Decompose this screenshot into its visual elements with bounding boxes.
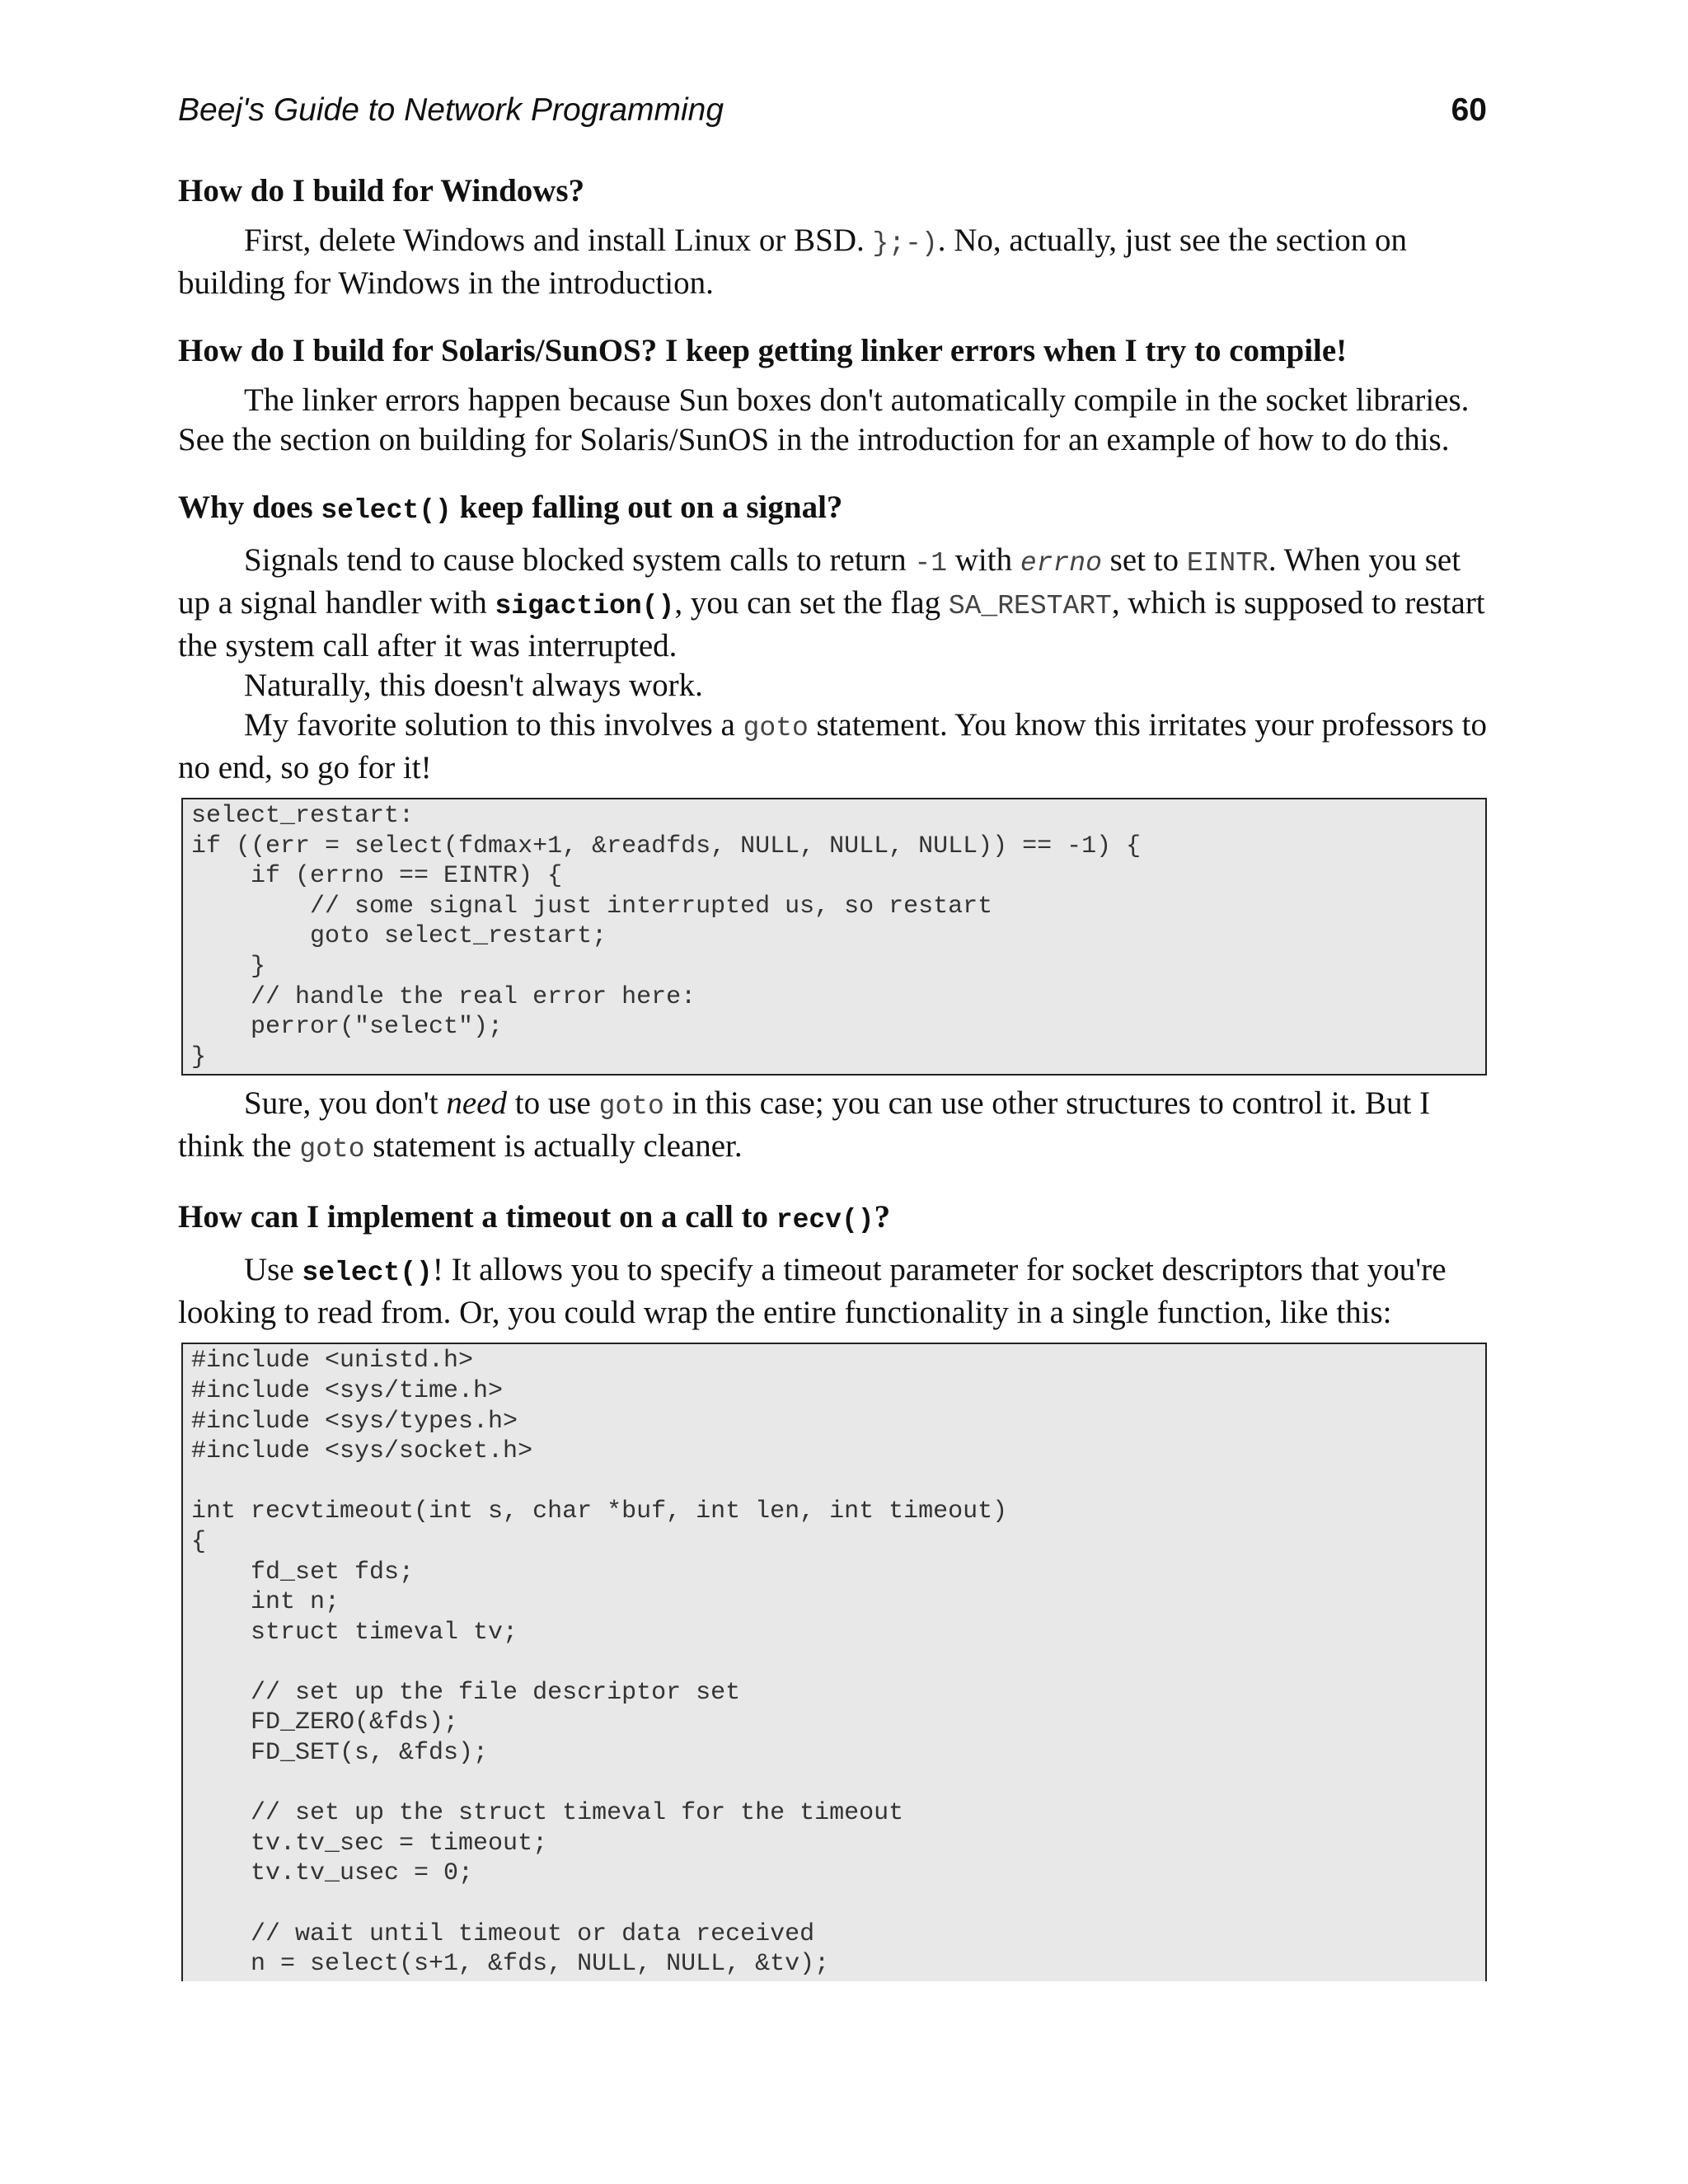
code-block-recvtimeout: #include <unistd.h> #include <sys/time.h> #include <sys/types.h> #include <sys/socket.h> int recvtimeout(int s, char *buf, int len, int timeout) { fd_set fds; int n; struct timeval tv; // set up the file descriptor set FD_ZERO(&fds); FD_SET(s, &fds); // set up the struct timeval for the timeout tv.tv_sec = timeout; tv.tv_usec = 0; // wait until timeout or data received n = select(s+1, &fds, NULL, NULL, &tv); <box>181 1343 1487 1980</box>
heading-solaris: How do I build for Solaris/SunOS? I keep getting linker errors when I try to compile! <box>178 333 1348 368</box>
faq-solaris <box>178 328 1490 460</box>
paragraph: Sure, you don't need to use goto in this case; you can use other structures to control it. But I think the goto statement is actually cleaner. <box>178 1085 1431 1165</box>
paragraph: Use select()! It allows you to specify a timeout parameter for socket descriptors that you're looking to read from. Or, you could wrap the entire functionality in a single function, like this: <box>178 1252 1447 1331</box>
book-title: Beej's Guide to Network Programming <box>178 92 724 128</box>
paragraph: My favorite solution to this involves a goto statement. You know this irritates your professors to no end, so go for it! <box>178 707 1488 785</box>
heading-recv-timeout: How can I implement a timeout on a call to recv()? <box>178 1199 891 1236</box>
faq-select-signal <box>178 485 1490 1169</box>
paragraph: Naturally, this doesn't always work. <box>244 668 703 703</box>
heading-select-signal: Why does select() keep falling out on a signal? <box>178 490 843 526</box>
faq-recv-timeout <box>178 1194 1490 1980</box>
paragraph: First, delete Windows and install Linux or BSD. };-). No, actually, just see the section on building for Windows in the introduction. <box>178 223 1408 301</box>
paragraph: The linker errors happen because Sun boxes don't automatically compile in the socket libraries. See the section on building for Solaris/SunOS in the introduction for an example of how to do this. <box>178 382 1470 457</box>
heading-windows: How do I build for Windows? <box>178 173 585 209</box>
page-content <box>178 168 1490 2006</box>
paragraph: Signals tend to cause blocked system calls to return -1 with errno set to EINTR. When you set up a signal handler with sigaction(), you can set the flag SA_RESTART, which is supposed to restart the system call after it was interrupted. <box>178 542 1485 663</box>
faq-windows <box>178 168 1490 303</box>
running-header <box>178 92 1487 142</box>
code-block-select-restart: select_restart: if ((err = select(fdmax+1, &readfds, NULL, NULL, NULL)) == -1) { if (errno == EINTR) { // some signal just interrupted us, so restart goto select_restart; } // handle the real error here: perror("select"); } <box>181 798 1487 1076</box>
page-number: 60 <box>1451 92 1487 128</box>
